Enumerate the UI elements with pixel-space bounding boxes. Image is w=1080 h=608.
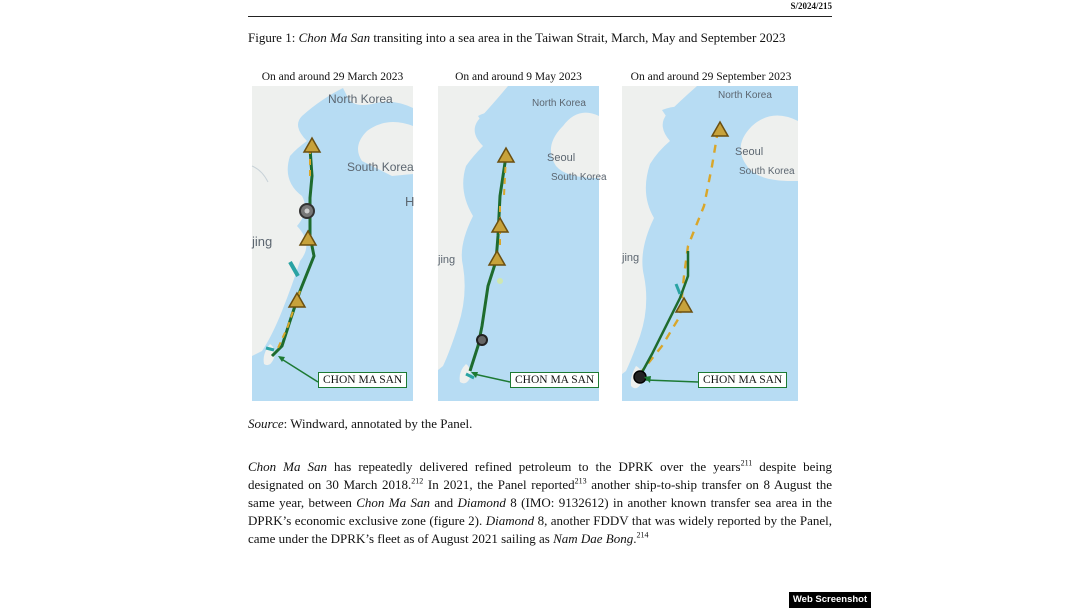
map-1-label-jing: jing (252, 234, 273, 249)
figure-source (248, 416, 472, 432)
source-label: Source (248, 416, 284, 431)
para-vessel-1: Chon Ma San (248, 459, 328, 474)
map-3-label-jing: jing (622, 252, 640, 264)
web-screenshot-badge: Web Screenshot (789, 592, 871, 608)
document-page (248, 0, 832, 608)
map-3-label-north-korea: North Korea (718, 90, 772, 101)
document-number: S/2024/215 (790, 1, 832, 11)
para-text-6: 8, another FDDV that was widely reported by the Panel, came under the DPRK’s fleet as of August 2021 sailing as (248, 513, 832, 546)
footnote-ref-214: 214 (636, 530, 649, 540)
map-3-ship-label: CHON MA SAN (698, 372, 787, 388)
map-3-graphic (622, 86, 798, 401)
map-2-label-south-korea: South Korea (551, 172, 607, 183)
para-text-3: In 2021, the Panel reported (423, 477, 575, 492)
para-text-1: has repeatedly delivered refined petroleum to the DPRK over the years (327, 459, 741, 474)
figure-label: Figure 1: (248, 30, 296, 45)
map-panel-3 (622, 86, 798, 401)
footnote-ref-211: 211 (740, 458, 753, 468)
panel-2-caption: On and around 9 May 2023 (455, 71, 582, 83)
footnote-ref-213: 213 (574, 476, 587, 486)
map-panel-1 (252, 86, 413, 401)
para-diamond-1: Diamond (457, 495, 506, 510)
map-3-label-south-korea: South Korea (739, 166, 795, 177)
map-1-label-south-korea: South Korea (347, 160, 414, 174)
para-and: and (430, 495, 458, 510)
para-text-2: despite being designated on 30 March 2018. (248, 459, 833, 492)
map-3-label-seoul: Seoul (735, 146, 764, 158)
para-end: . (633, 531, 637, 546)
para-vessel-name: Nam Dae Bong (553, 531, 634, 546)
body-paragraph (248, 458, 832, 548)
header-rule (248, 16, 832, 17)
map-2-ship-label: CHON MA SAN (510, 372, 599, 388)
map-1-label-h: H (405, 194, 415, 209)
map-2-label-seoul: Seoul (547, 152, 576, 164)
map-1-ship-label: CHON MA SAN (318, 372, 407, 388)
footnote-ref-212: 212 (411, 476, 424, 486)
para-vessel-2: Chon Ma San (356, 495, 430, 510)
map-2-label-north-korea: North Korea (532, 98, 586, 109)
map-1-graphic (252, 86, 413, 401)
panel-3-caption: On and around 29 September 2023 (630, 71, 792, 83)
figure-title (248, 30, 832, 46)
figure-vessel: Chon Ma San (298, 30, 371, 45)
figure-title-text: transiting into a sea area in the Taiwan Strait, March, May and September 2023 (373, 30, 786, 45)
para-text-4: another ship-to-ship transfer on 8 August the same year, between (248, 477, 833, 510)
map-2-label-jing: jing (438, 254, 456, 266)
para-text-5: 8 (IMO: 9132612) in another known transfer sea area in the DPRK’s economic exclusive zone (figure 2). (248, 495, 832, 528)
para-diamond-2: Diamond (485, 513, 535, 528)
panel-1-caption: On and around 29 March 2023 (261, 71, 404, 83)
source-text: : Windward, annotated by the Panel. (283, 416, 473, 431)
map-1-label-north-korea: North Korea (328, 92, 393, 106)
map-panel-2 (438, 86, 607, 401)
map-2-graphic (438, 86, 599, 401)
